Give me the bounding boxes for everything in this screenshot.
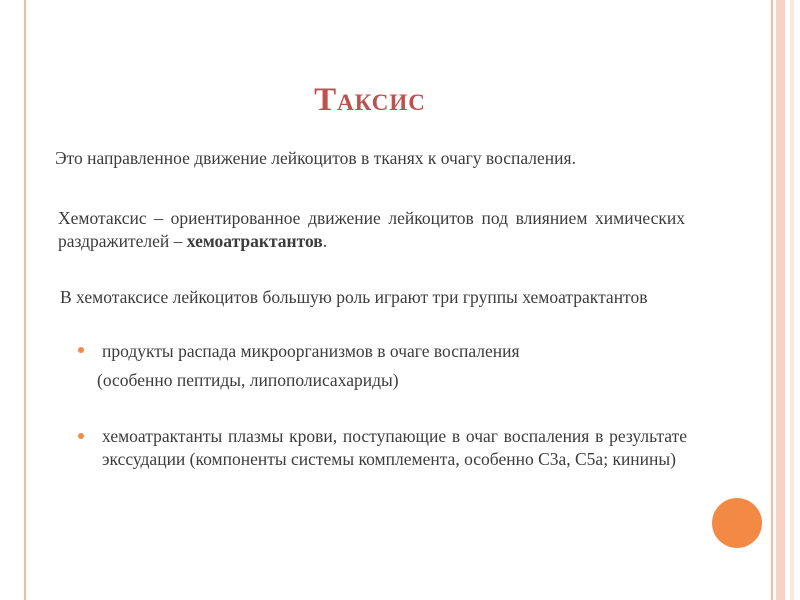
bullet-item-1: продукты распада микроорганизмов в очаге воспаления bbox=[102, 341, 520, 361]
slide-title: Таксис bbox=[314, 82, 426, 118]
groups-paragraph: В хемотаксисе лейкоцитов большую роль играют три группы хемоатрактантов bbox=[60, 287, 648, 307]
definition-paragraph: Это направленное движение лейкоцитов в тканях к очагу воспаления. bbox=[55, 148, 576, 168]
right-band-decoration bbox=[776, 0, 785, 600]
chemotaxis-paragraph bbox=[58, 207, 685, 253]
chemotaxis-text: Хемотаксис – ориентированное движение лейкоцитов под влиянием химических раздражителей – bbox=[58, 208, 685, 251]
bullet-item-1-sub: (особенно пептиды, липополисахариды) bbox=[97, 370, 399, 390]
chemotaxis-end: . bbox=[322, 231, 328, 251]
bullet-icon bbox=[78, 347, 84, 353]
bullet-icon bbox=[78, 433, 84, 439]
right-band-decoration-light bbox=[790, 0, 794, 600]
chemoattractants-bold: хемоатрактантов bbox=[186, 231, 323, 251]
orange-circle-decoration bbox=[712, 498, 762, 548]
bullet-item-2: хемоатрактанты плазмы крови, поступающие в очаг воспаления в результате экссудации (компоненты системы комплемента, особенно C3a, C5a; кинины) bbox=[102, 426, 687, 469]
